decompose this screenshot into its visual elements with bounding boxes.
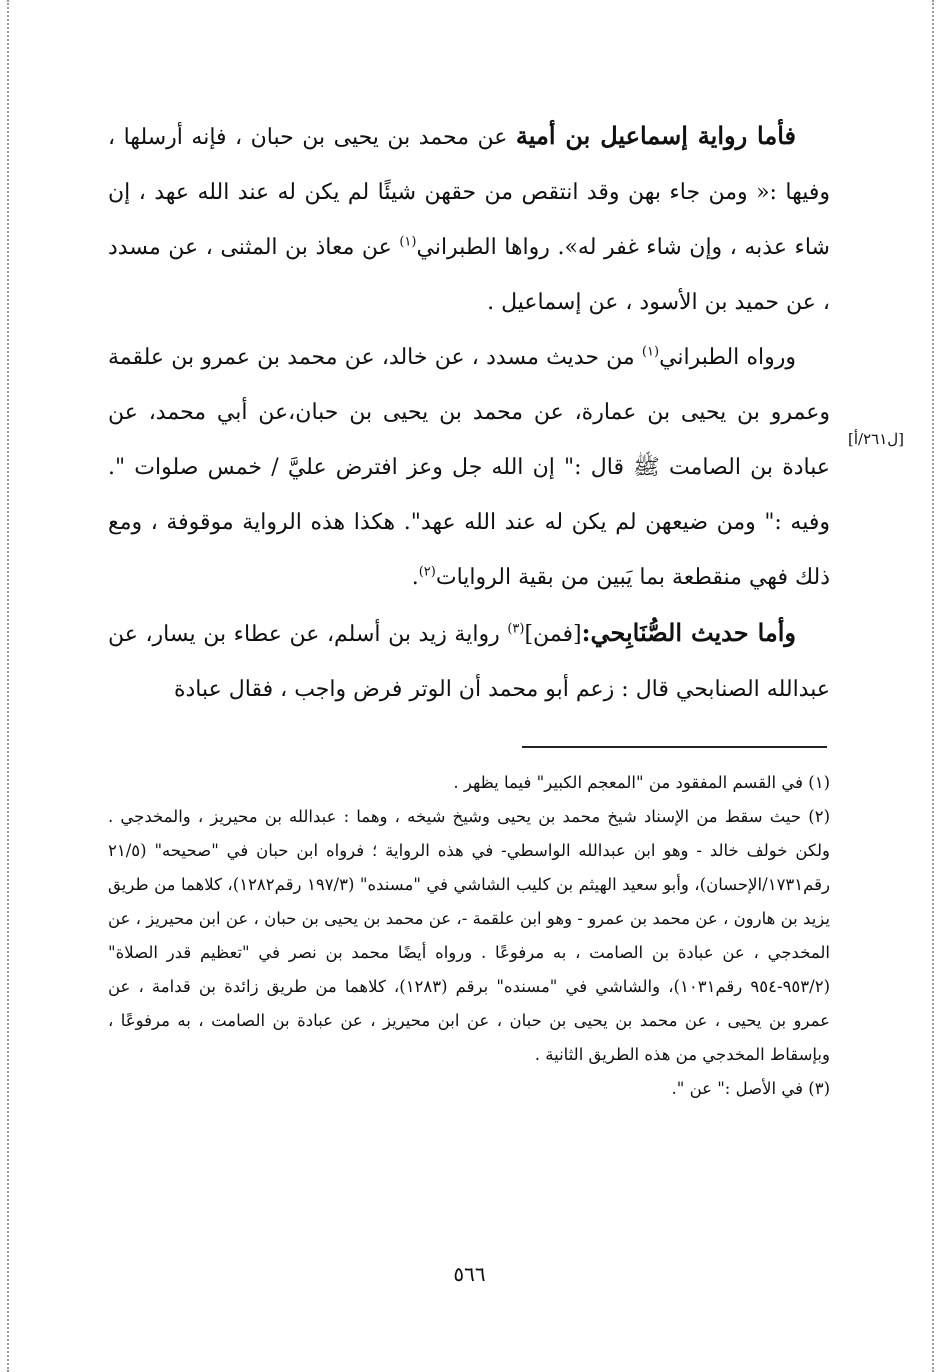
footnote-2-text: حيث سقط من الإسناد شيخ محمد بن يحيى وشيخ شيخه ، وهما : عبدالله بن محيريز ، والمخدجي . ولكن خولف خالد - وهو ابن عبدالله الواسطي- في هذه الرواية ؛ فرواه ابن حبان في "صحيحه" (٢١/٥ رقم١٧٣١/الإحسان)، وأبو سعيد الهيثم بن كليب الشاشي في "مسنده" (١٩٧/٣ رقم١٢٨٢)، كلاهما من طريق يزيد بن هارون ، عن محمد بن عمرو - وهو ابن علقمة -، عن محمد بن يحيى بن حبان ، عن ابن محيريز ، عن المخدجي ، عن عبادة بن الصامت ، به مرفوعًا . ورواه أيضًا محمد بن نصر في "تعظيم قدر الصلاة" (٩٥٣/٢-٩٥٤ رقم١٠٣١)، والشاشي في "مسنده" برقم (١٢٨٣)، كلاهما من طريق زائدة بن قدامة ، عن عمرو بن يحيى ، عن محمد بن يحيى بن حبان ، عن ابن محيريز ، عن عبادة بن الصامت ، به مرفوعًا ، وبإسقاط المخدجي من هذه الطريق الثانية .	[108, 807, 831, 1064]
footnote-3	[108, 1072, 830, 1106]
footnote-1-text: في القسم المفقود من "المعجم الكبير" فيما يظهر .	[453, 773, 803, 792]
main-text	[108, 108, 830, 717]
paragraph-1-text: عن محمد بن يحيى بن حبان ، فإنه أرسلها ، وفيها :« ومن جاء بهن وقد انتقص من حقهن شيئًا لم يكن له عند الله عهد ، إن شاء عذبه ، وإن شاء غفر له». رواها الطبراني	[108, 125, 830, 260]
footnote-2-number: (٢)	[808, 807, 830, 826]
footnote-1	[108, 766, 830, 800]
footnote-ref-1: (١)	[399, 234, 417, 250]
page-number: ٥٦٦	[453, 1262, 486, 1286]
footnote-ref-1b: (١)	[641, 344, 660, 360]
footnote-1-number: (١)	[808, 773, 830, 792]
paragraph-1-tail: عن معاذ بن المثنى ، عن مسدد ، عن حميد بن الأسود ، عن إسماعيل .	[108, 235, 830, 315]
paragraph-2	[108, 330, 830, 605]
footnote-3-text: في الأصل :" عن ".	[671, 1079, 803, 1098]
paragraph-3	[108, 605, 830, 717]
footnote-2	[108, 800, 830, 1072]
paragraph-1	[108, 108, 830, 330]
footnotes	[108, 766, 830, 1106]
footnote-separator	[522, 746, 827, 748]
paragraph-3-bracket: [فمن]	[524, 622, 582, 647]
paragraph-3-lead: وأما حديث الصُّنَابِحي:	[581, 618, 796, 647]
paragraph-2-end: .	[411, 565, 419, 590]
left-margin-dots	[7, 0, 9, 1372]
paragraph-1-lead: فأما رواية إسماعيل بن أمية	[515, 121, 796, 150]
paragraph-3-tail: رواية زيد بن أسلم، عن عطاء بن يسار، عن عبدالله الصنابحي قال : زعم أبو محمد أن الوتر فرض واجب ، فقال عبادة	[108, 622, 830, 702]
paragraph-2-tail: من حديث مسدد ، عن خالد، عن محمد بن عمرو بن علقمة وعمرو بن يحيى بن عمارة، عن محمد بن يحيى بن حبان،عن أبي محمد، عن عبادة بن الصامت ﷺ قال :" إن الله جل وعز افترض عليَّ / خمس صلوات ". وفيه :" ومن ضيعهن لم يكن له عند الله عهد". هكذا هذه الرواية موقوفة ، ومع ذلك فهي منقطعة بما يَبين من بقية الروايات	[108, 345, 830, 590]
footnote-3-number: (٣)	[808, 1079, 830, 1098]
footnote-ref-2: (٢)	[418, 564, 436, 580]
paragraph-2-text: ورواه الطبراني	[659, 345, 797, 370]
footnote-ref-3: (٣)	[507, 621, 525, 637]
right-margin-dots	[932, 0, 934, 1372]
manuscript-margin-note: [ل٢٦١/أ]	[848, 430, 905, 448]
